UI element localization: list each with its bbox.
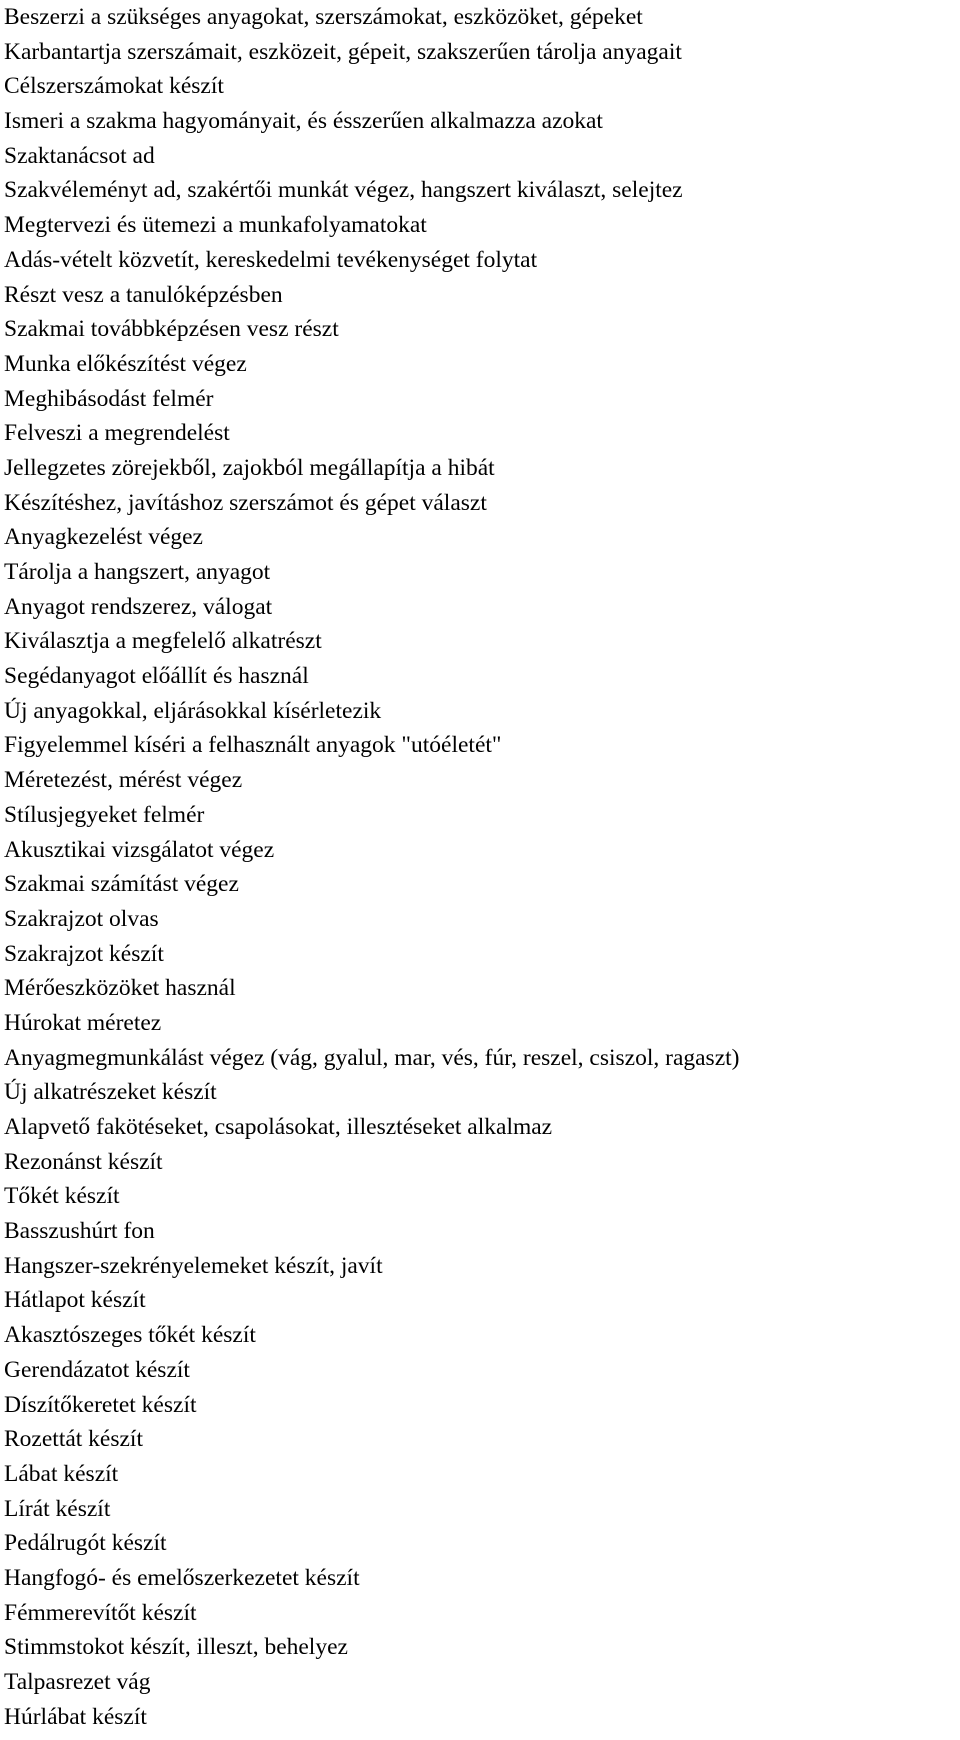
task-line: Tárolja a hangszert, anyagot — [4, 559, 271, 585]
task-line: Szakmai továbbképzésen vesz részt — [4, 316, 339, 343]
task-line: Hátlapot készít — [4, 1287, 146, 1314]
task-line: Beszerzi a szükséges anyagokat, szerszámokat, eszközöket, gépeket — [4, 4, 643, 30]
task-line: Mérőeszközöket használ — [4, 975, 236, 1002]
task-line: Adás-vételt közvetít, kereskedelmi tevékenységet folytat — [4, 246, 538, 273]
task-line: Készítéshez, javításhoz szerszámot és gépet választ — [4, 489, 487, 516]
task-line: Szakrajzot olvas — [4, 905, 159, 932]
task-line: Hangszer-szekrényelemeket készít, javít — [4, 1252, 383, 1279]
task-line: Szakvéleményt ad, szakértői munkát végez, hangszert kiválaszt, selejtez — [4, 177, 683, 204]
task-line: Talpasrezet vág — [4, 1669, 151, 1695]
task-line: Szaktanácsot ad — [4, 142, 155, 169]
task-line: Anyagmegmunkálást végez (vág, gyalul, mar, vés, fúr, reszel, csiszol, ragaszt) — [4, 1044, 740, 1071]
task-line: Akasztószeges tőkét készít — [4, 1322, 256, 1349]
task-line: Jellegzetes zörejekből, zajokból megállapítja a hibát — [4, 454, 495, 481]
task-line: Rezonánst készít — [4, 1148, 163, 1175]
task-line: Húrokat méretez — [4, 1009, 162, 1036]
task-line: Tőkét készít — [4, 1183, 120, 1210]
task-line: Alapvető fakötéseket, csapolásokat, illesztéseket alkalmaz — [4, 1114, 553, 1140]
task-line: Lábat készít — [4, 1460, 119, 1487]
task-line: Segédanyagot előállít és használ — [4, 663, 309, 690]
task-line: Rozettát készít — [4, 1426, 143, 1453]
task-line: Stimmstokot készít, illeszt, behelyez — [4, 1634, 348, 1661]
task-line: Pedálrugót készít — [4, 1530, 167, 1557]
task-line: Új alkatrészeket készít — [4, 1079, 217, 1106]
task-line: Anyagot rendszerez, válogat — [4, 593, 273, 620]
task-line: Meghibásodást felmér — [4, 385, 214, 412]
task-line: Húrlábat készít — [4, 1703, 147, 1730]
task-line: Szakmai számítást végez — [4, 871, 239, 898]
task-line: Basszushúrt fon — [4, 1218, 155, 1245]
task-line: Gerendázatot készít — [4, 1356, 190, 1383]
task-line: Munka előkészítést végez — [4, 350, 247, 377]
task-line: Megtervezi és ütemezi a munkafolyamatokat — [4, 212, 427, 239]
task-line: Figyelemmel kíséri a felhasznált anyagok "utóéletét" — [4, 732, 502, 759]
task-line: Részt vesz a tanulóképzésben — [4, 281, 283, 308]
task-line: Hangfogó- és emelőszerkezetet készít — [4, 1564, 360, 1591]
task-line: Fémmerevítőt készít — [4, 1599, 197, 1626]
task-line: Szakrajzot készít — [4, 940, 164, 967]
task-line: Felveszi a megrendelést — [4, 420, 230, 447]
task-line: Ismeri a szakma hagyományait, és ésszerűen alkalmazza azokat — [4, 108, 603, 135]
task-line: Célszerszámokat készít — [4, 73, 224, 100]
task-line: Méretezést, mérést végez — [4, 767, 243, 794]
task-line: Stílusjegyeket felmér — [4, 801, 205, 828]
task-line: Új anyagokkal, eljárásokkal kísérletezik — [4, 697, 382, 724]
task-line: Karbantartja szerszámait, eszközeit, gépeit, szakszerűen tárolja anyagait — [4, 38, 682, 65]
task-list — [4, 0, 956, 1734]
task-line: Akusztikai vizsgálatot végez — [4, 836, 275, 863]
task-line: Lírát készít — [4, 1495, 111, 1522]
task-line: Díszítőkeretet készít — [4, 1391, 197, 1418]
task-line: Anyagkezelést végez — [4, 524, 203, 551]
task-line: Kiválasztja a megfelelő alkatrészt — [4, 628, 322, 655]
